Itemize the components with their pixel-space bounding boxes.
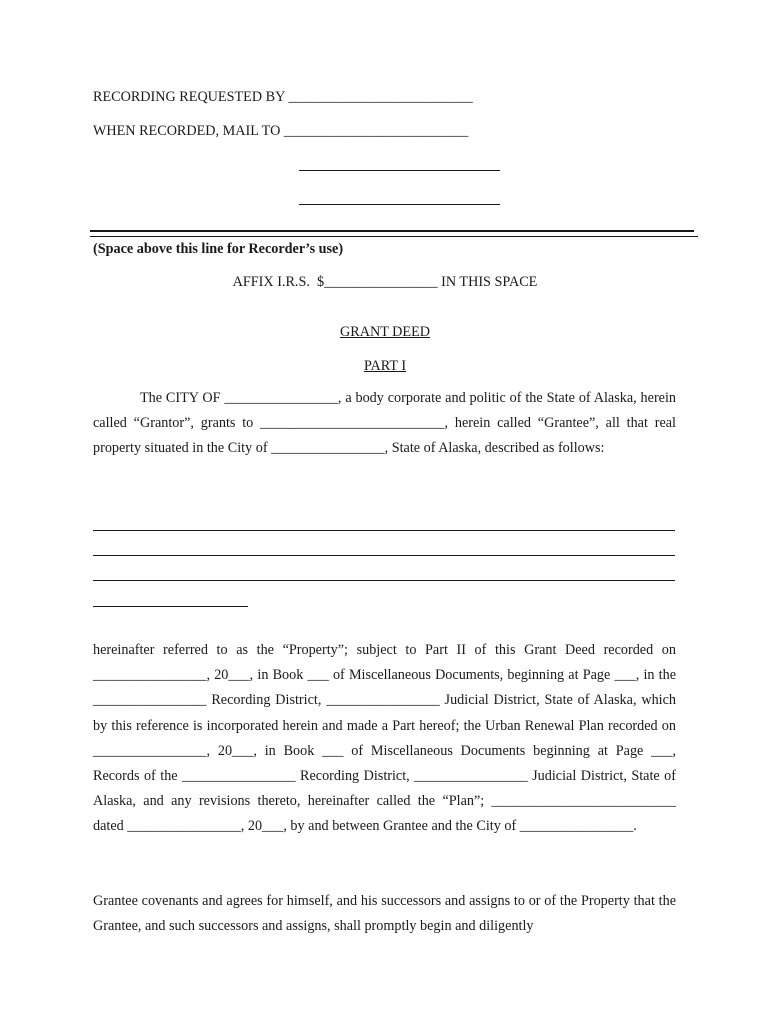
recorder-divider-thick bbox=[90, 230, 694, 232]
mail-address-blank-1 bbox=[299, 170, 500, 171]
recording-requested-line: RECORDING REQUESTED BY __________________________ bbox=[93, 89, 473, 105]
mail-address-blank-2 bbox=[299, 204, 500, 205]
description-blank-1 bbox=[93, 530, 675, 531]
description-blank-2 bbox=[93, 555, 675, 556]
affix-irs-line bbox=[0, 273, 770, 291]
document-title: GRANT DEED bbox=[340, 324, 430, 340]
affix-irs-text: AFFIX I.R.S. $________________ IN THIS SPACE bbox=[232, 274, 538, 290]
part-title: PART I bbox=[363, 358, 407, 374]
property-paragraph: hereinafter referred to as the “Property”; subject to Part II of this Grant Deed recorded on ________________, 20___, in Book ___ of Miscellaneous Documents, beginning at Page ___, in the ________________ Recording District, ________________ Judicial District, State of Alaska, which by this reference is incorporated herein and made a Part hereof; the Urban Renewal Plan recorded on ________________, 20___, in Book ___ of Miscellaneous Documents beginning at Page ___, Records of the ________________ Recording District, ________________ Judicial District, State of Alaska, and any revisions thereto, hereinafter called the “Plan”; __________________________ dated ________________, 20___, by and between Grantee and the City of ________________. bbox=[93, 642, 676, 835]
when-recorded-line: WHEN RECORDED, MAIL TO __________________________ bbox=[93, 123, 469, 139]
grantor-paragraph: The CITY OF ________________, a body corporate and politic of the State of Alaska, herein called “Grantor”, grants to __________________________, herein called “Grantee”, all that real property situated in the City of ________________, State of Alaska, described as follows: bbox=[93, 390, 676, 457]
recorder-use-note: (Space above this line for Recorder’s use) bbox=[93, 241, 344, 257]
recorder-divider-thin bbox=[90, 236, 698, 237]
covenant-paragraph: Grantee covenants and agrees for himself, and his successors and assigns to or of the Property that the Grantee, and such successors and assigns, shall promptly begin and diligently bbox=[93, 893, 676, 935]
description-blank-3 bbox=[93, 580, 675, 581]
description-blank-4 bbox=[93, 606, 248, 607]
